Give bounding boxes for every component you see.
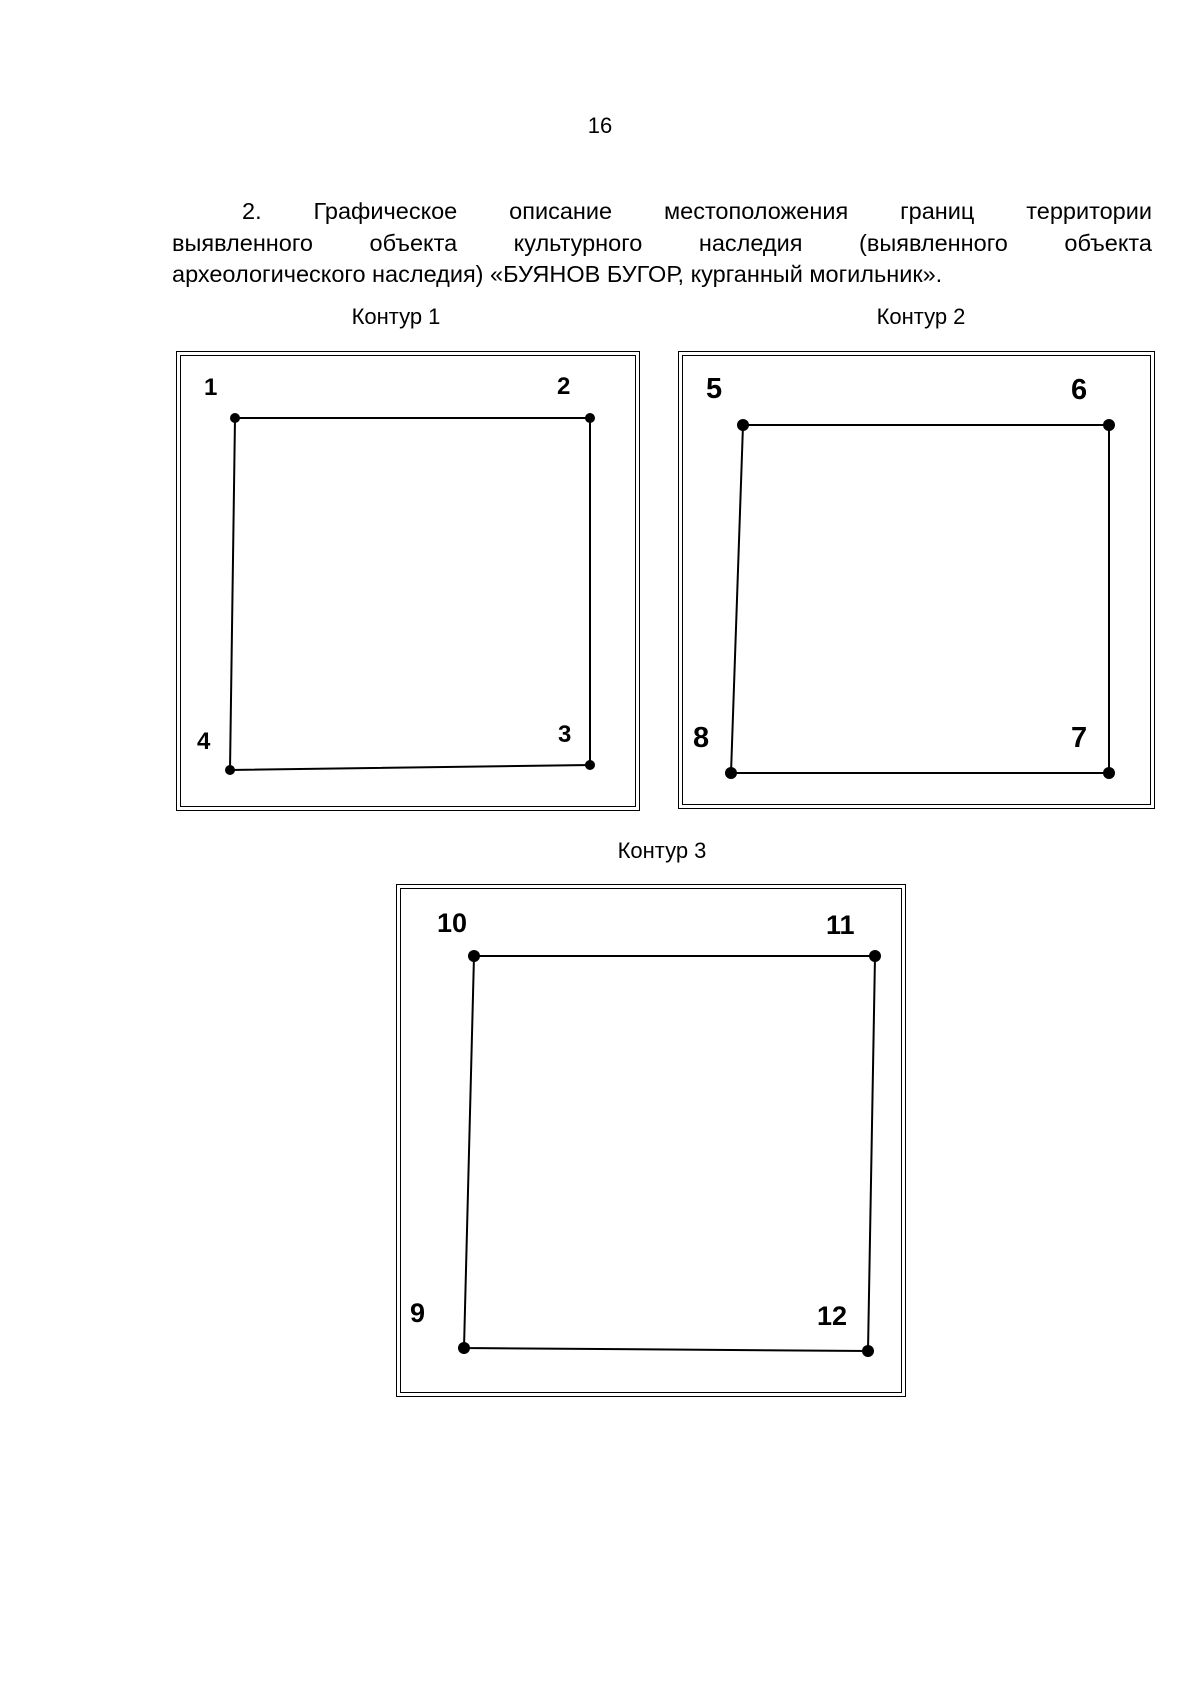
contour-2-vertex-6	[1103, 419, 1115, 431]
contour-2-polygon	[731, 425, 1109, 773]
contour-2-point-label: 5	[706, 373, 723, 405]
contour-3-point-label: 9	[410, 1298, 426, 1328]
contour-2-vertex-5	[737, 419, 749, 431]
contour-3-polygon-path	[464, 956, 875, 1351]
contour-3-polygon	[465, 956, 867, 1359]
contour-2-vertex-7	[1103, 767, 1115, 779]
contour-3-point-label: 10	[437, 908, 468, 938]
description-line: выявленного объекта культурного наследия (выявленного объекта	[172, 229, 1152, 256]
contour-1-point-label: 3	[558, 721, 572, 748]
contour-2-point-label: 7	[1071, 722, 1088, 754]
contour-1-vertex-3	[585, 760, 595, 770]
contour-2-frame	[678, 351, 1155, 809]
contour-2-point-label: 8	[693, 722, 710, 754]
contour-1-vertex-1	[230, 413, 240, 423]
contour-3-caption: Контур 3	[617, 838, 707, 863]
description-line: 2. Графическое описание местоположения границ территории	[242, 198, 1152, 224]
description-line: археологического наследия) «БУЯНОВ БУГОР, курганный могильник».	[172, 261, 943, 287]
contour-3-frame	[396, 884, 906, 1397]
contour-1-polygon	[230, 418, 590, 770]
page-number: 16	[587, 113, 613, 138]
contour-1-point-label: 4	[197, 728, 211, 755]
contour-1-point-label: 2	[557, 373, 571, 400]
contour-3-vertex-11	[869, 950, 881, 962]
contour-2-caption: Контур 2	[876, 304, 966, 329]
contour-3-vertex-10	[468, 950, 480, 962]
contour-1-point-label: 1	[204, 374, 218, 401]
contour-1-diagram	[177, 352, 641, 812]
contour-1-vertex-2	[585, 413, 595, 423]
contour-3-vertex-12	[862, 1345, 874, 1357]
contour-3-vertex-9	[458, 1342, 470, 1354]
contour-1-frame	[176, 351, 640, 811]
contour-1-caption: Контур 1	[351, 304, 441, 329]
contour-2-vertex-8	[725, 767, 737, 779]
contour-1-vertex-4	[225, 765, 235, 775]
contour-2-point-label: 6	[1071, 374, 1088, 406]
contour-3-point-label: 11	[826, 910, 855, 940]
contour-3-diagram	[397, 885, 907, 1398]
contour-2-diagram	[679, 352, 1156, 810]
contour-3-point-label: 12	[817, 1301, 848, 1331]
boundary-description	[172, 196, 1152, 291]
